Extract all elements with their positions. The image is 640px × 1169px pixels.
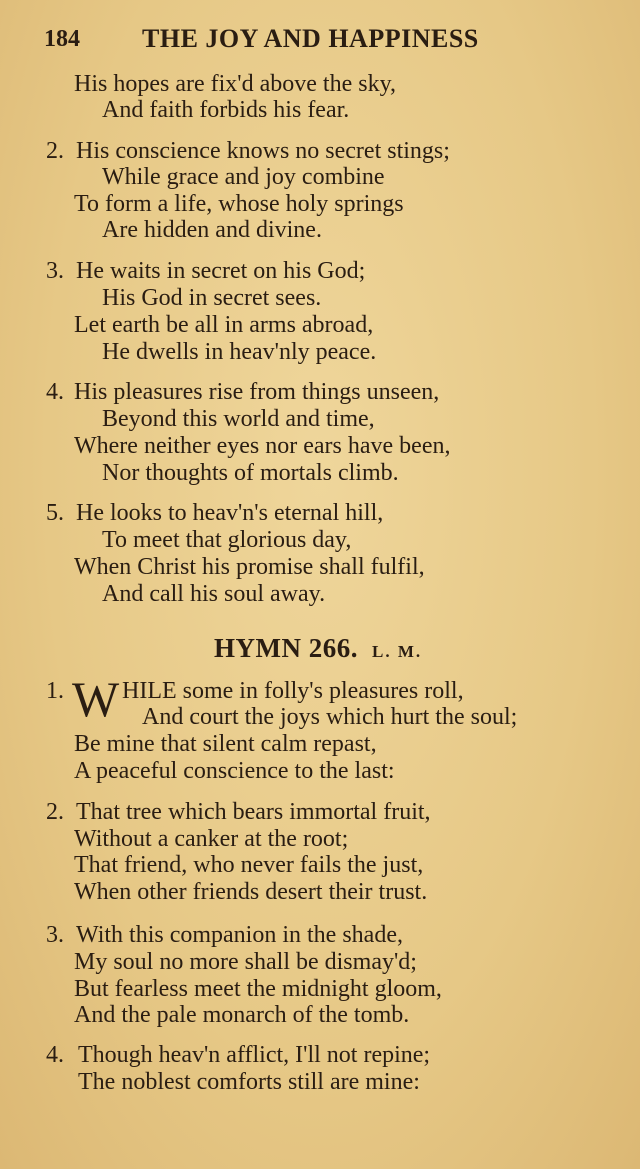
verse-line: Without a canker at the root; [74,826,349,852]
stanza-number: 1. [46,678,64,704]
page-number: 184 [44,26,80,52]
verse-line: His God in secret sees. [102,285,322,311]
verse-line: Where neither eyes nor ears have been, [74,433,451,459]
stanza-number: 5. [46,500,64,526]
stanza-number: 2. [46,138,64,164]
verse-line: With this companion in the shade, [76,922,403,948]
verse-line: That friend, who never fails the just, [74,852,424,878]
verse-line: HILE some in folly's pleasures roll, [122,678,464,704]
verse-line: His hopes are fix'd above the sky, [74,71,397,97]
verse-line: But fearless meet the midnight gloom, [74,976,442,1002]
verse-line: A peaceful conscience to the last: [74,758,395,784]
verse-line: And court the joys which hurt the soul; [142,704,518,730]
verse-line: My soul no more shall be dismay'd; [74,949,417,975]
stanza-number: 3. [46,922,64,948]
verse-line: Nor thoughts of mortals climb. [102,460,399,486]
verse-line: When other friends desert their trust. [74,879,428,905]
verse-line: Though heav'n afflict, I'll not repine; [78,1042,431,1068]
verse-line: He looks to heav'n's eternal hill, [76,500,384,526]
verse-line: To form a life, whose holy springs [74,191,404,217]
running-title: THE JOY AND HAPPINESS [142,24,479,53]
verse-line: And the pale monarch of the tomb. [74,1002,410,1028]
verse-line: His pleasures rise from things unseen, [74,379,440,405]
verse-line: And faith forbids his fear. [102,97,350,123]
verse-line: Are hidden and divine. [102,217,322,243]
stanza-number: 4. [46,379,64,405]
verse-line: Be mine that silent calm repast, [74,731,377,757]
verse-line: That tree which bears immortal fruit, [76,799,431,825]
drop-cap: W [72,671,120,727]
verse-line: While grace and joy combine [102,164,385,190]
verse-line: Beyond this world and time, [102,406,375,432]
hymn-title: HYMN 266. [214,633,358,663]
verse-line: And call his soul away. [102,581,326,607]
stanza-number: 2. [46,799,64,825]
verse-line: To meet that glorious day, [102,527,352,553]
verse-line: When Christ his promise shall fulfil, [74,554,425,580]
verse-line: He dwells in heav'nly peace. [102,339,377,365]
verse-line: Let earth be all in arms abroad, [74,312,374,338]
hymn-heading [214,633,422,664]
stanza-number: 4. [46,1042,64,1068]
verse-line: His conscience knows no secret stings; [76,138,450,164]
verse-line: He waits in secret on his God; [76,258,366,284]
page-header [44,22,524,58]
stanza-number: 3. [46,258,64,284]
verse-line: The noblest comforts still are mine: [78,1069,420,1095]
hymn-meter: L. M. [371,642,423,661]
